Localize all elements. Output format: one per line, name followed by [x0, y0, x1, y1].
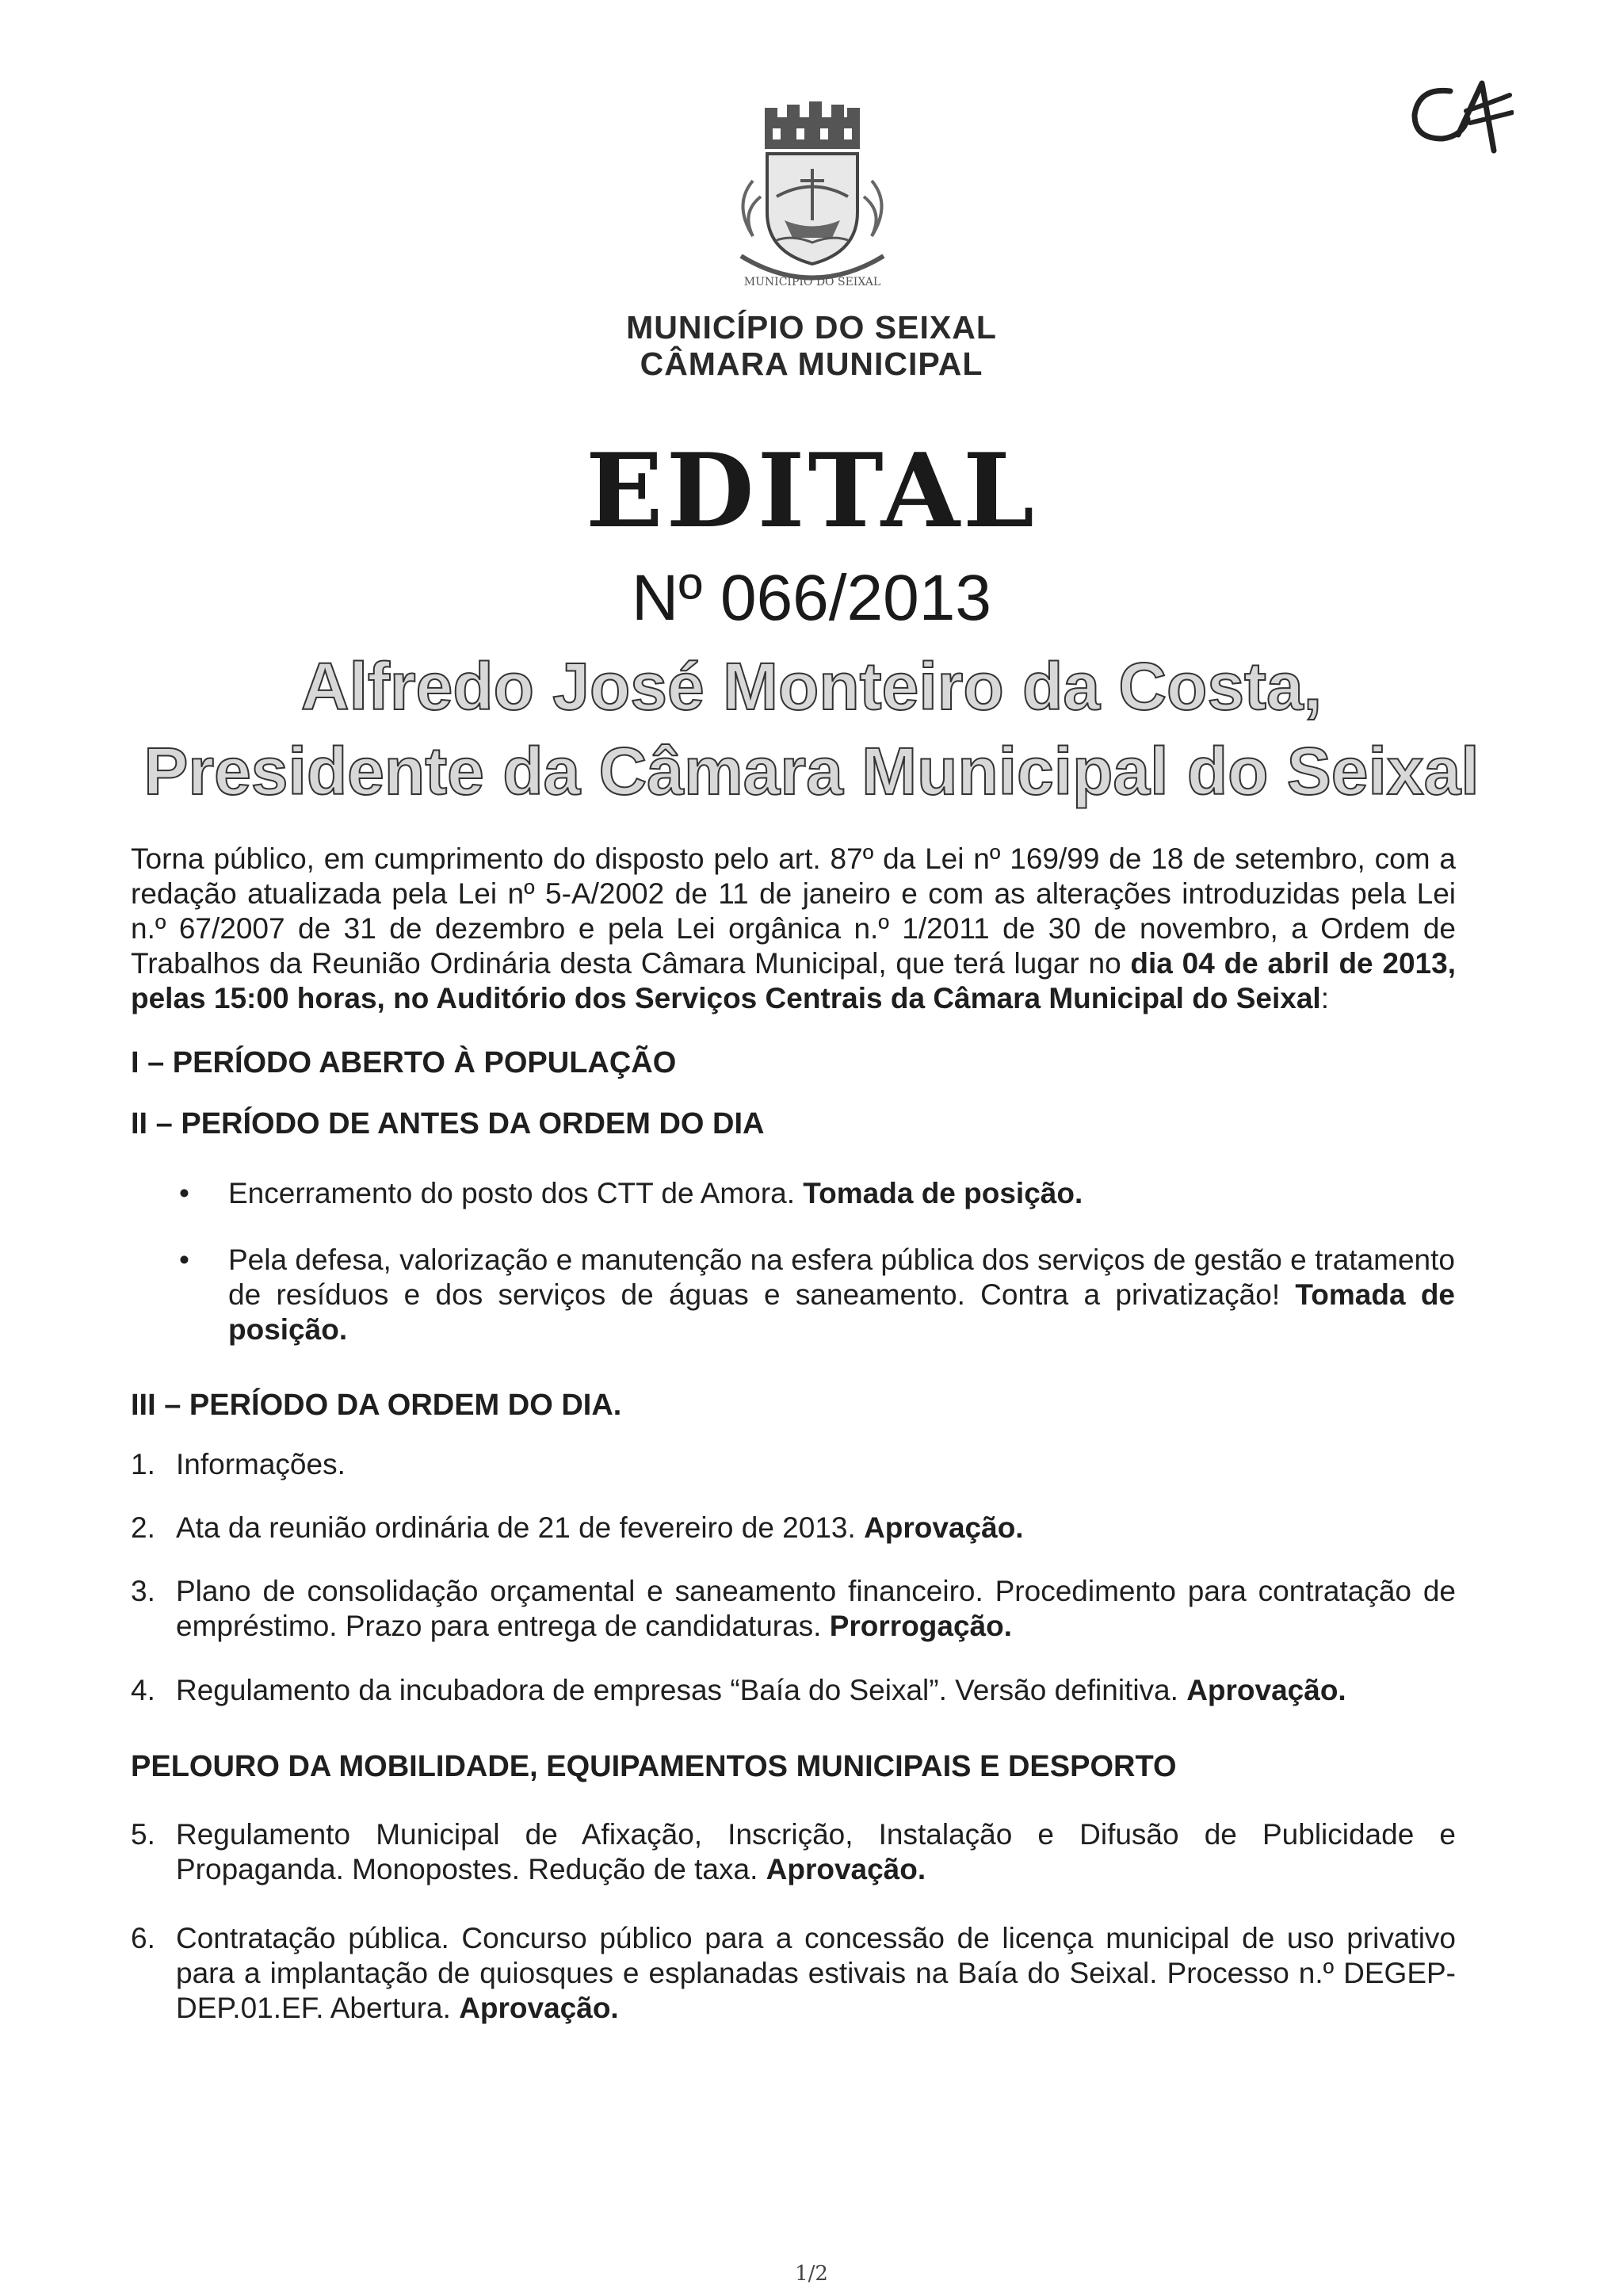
item-number: 2. — [131, 1511, 155, 1544]
item-text: Regulamento Municipal de Afixação, Inscrição, Instalação e Difusão de Publicidade e Propaganda. Monopostes. Redução de taxa. — [176, 1818, 1456, 1885]
item-number: 6. — [131, 1922, 155, 1954]
item-number: 1. — [131, 1448, 155, 1480]
item-text: Regulamento da incubadora de empresas “Baía do Seixal”. Versão definitiva. — [176, 1674, 1187, 1706]
item-bold: Prorrogação. — [829, 1610, 1013, 1642]
bullet-text: Pela defesa, valorização e manutenção na esfera pública dos serviços de gestão e tratamento de resíduos e dos serviços de águas e saneamento. Contra a privatização! — [228, 1244, 1455, 1311]
item-number: 4. — [131, 1674, 155, 1706]
section-heading-1: I – PERÍODO ABERTO À POPULAÇÃO — [131, 1046, 677, 1079]
item-bold: Aprovação. — [1186, 1674, 1346, 1706]
item-text: Informações. — [176, 1448, 346, 1480]
bullet-icon: • — [179, 1244, 189, 1276]
section-heading-3: III – PERÍODO DA ORDEM DO DIA. — [131, 1389, 622, 1422]
section-heading-2: II – PERÍODO DE ANTES DA ORDEM DO DIA — [131, 1107, 765, 1140]
handwritten-initials — [1395, 63, 1514, 166]
president-title: Presidente da Câmara Municipal do Seixal — [143, 734, 1480, 808]
item-number: 5. — [131, 1818, 155, 1851]
item-text: Plano de consolidação orçamental e saneamento financeiro. Procedimento para contratação de empréstimo. Prazo para entrega de candidaturas. — [176, 1575, 1456, 1642]
bullet-bold: Tomada de posição. — [228, 1278, 1455, 1346]
page-number: 1/2 — [795, 2262, 828, 2286]
council-name: CÂMARA MUNICIPAL — [640, 346, 983, 382]
item-bold: Aprovação. — [459, 1992, 619, 2024]
item-bold: Aprovação. — [864, 1511, 1024, 1544]
intro-end: : — [1320, 982, 1329, 1014]
section-heading-4: PELOURO DA MOBILIDADE, EQUIPAMENTOS MUNICIPAIS E DESPORTO — [131, 1750, 1177, 1783]
intro-emphasis: dia 04 de abril de 2013, pelas 15:00 horas, no Auditório dos Serviços Centrais da Câmara Municipal do Seixal — [131, 947, 1456, 1014]
bullet-text: Encerramento do posto dos CTT de Amora. — [228, 1177, 804, 1209]
item-text: Ata da reunião ordinária de 21 de fevereiro de 2013. — [176, 1511, 865, 1544]
item-text: Contratação pública. Concurso público para a concessão de licença municipal de uso privativo para a implantação de quiosques e esplanadas estivais na Baía do Seixal. Processo n.º DEGEP-DEP.01.EF. Abertura. — [176, 1922, 1456, 2024]
municipality-name: MUNICÍPIO DO SEIXAL — [626, 309, 997, 346]
bullet-bold: Tomada de posição. — [803, 1177, 1083, 1209]
edict-number: Nº 066/2013 — [632, 562, 991, 634]
intro-paragraph — [131, 842, 1456, 1016]
item-number: 3. — [131, 1575, 155, 1607]
president-name: Alfredo José Monteiro da Costa, — [300, 649, 1323, 724]
municipal-crest-icon — [697, 101, 927, 300]
bullet-icon: • — [179, 1177, 189, 1209]
item-bold: Aprovação. — [766, 1853, 926, 1885]
svg-text:MUNICIPIO DO SEIXAL: MUNICIPIO DO SEIXAL — [743, 276, 881, 288]
intro-text: Torna público, em cumprimento do disposto pelo art. 87º da Lei nº 169/99 de 18 de setembro, com a redação atualizada pela Lei nº 5-A/2002 de 11 de janeiro e com as alterações introduzidas pela Lei n.º 67/2007 de 31 de dezembro e pela Lei orgânica n.º 1/2011 de 30 de novembro, a Ordem de Trabalhos da Reunião Ordinária desta Câmara Municipal, que terá lugar no — [131, 842, 1456, 980]
document-title: EDITAL — [586, 432, 1037, 551]
